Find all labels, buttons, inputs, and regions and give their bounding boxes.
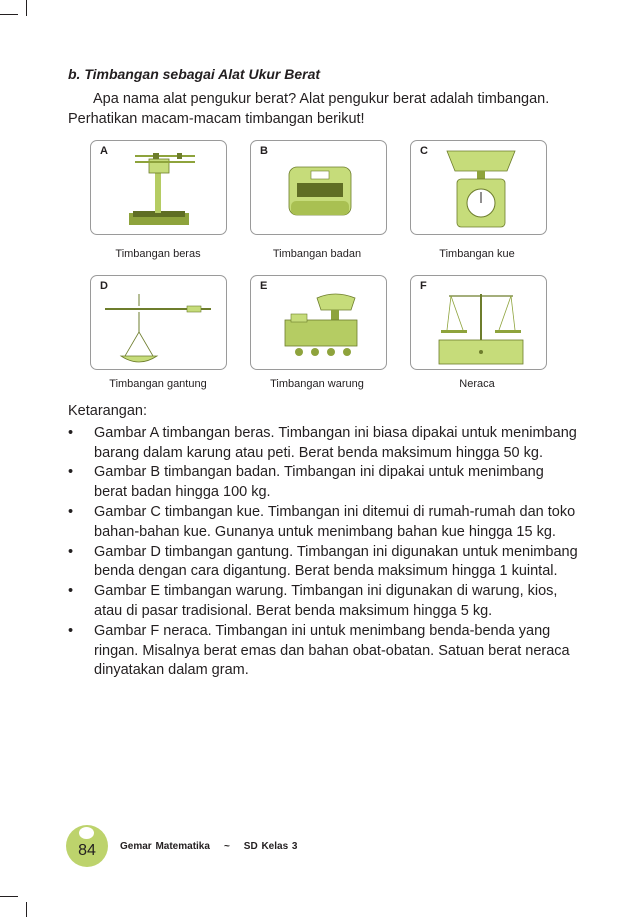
badge-highlight	[79, 827, 94, 839]
figure-letter: F	[420, 280, 427, 292]
bullet-icon: •	[68, 583, 74, 600]
figure-letter: A	[100, 145, 108, 157]
figure-letter: D	[100, 280, 108, 292]
list-item	[68, 424, 578, 464]
list-item-text: Gambar F neraca. Timbangan ini untuk menimbang benda-benda yang ringan. Misalnya berat emas dan bahan obat-obatan. Satuan berat neraca dinyatakan dalam gram.	[94, 622, 570, 679]
list-item	[68, 543, 578, 583]
notes-section	[68, 402, 578, 681]
figure-letter: B	[260, 145, 268, 157]
footer-separator: ~	[223, 841, 230, 852]
bullet-icon: •	[68, 543, 74, 560]
section-heading: b. Timbangan sebagai Alat Ukur Berat	[68, 66, 321, 82]
list-item-text: Gambar B timbangan badan. Timbangan ini dipakai untuk menimbang berat badan hingga 100 kg.	[94, 464, 544, 501]
list-item-text: Gambar D timbangan gantung. Timbangan ini digunakan untuk menimbang benda dengan cara digantung. Berat benda maksimum hingga 1 kuintal.	[94, 543, 578, 580]
figure-caption-b: Timbangan badan	[272, 248, 362, 260]
figure-letter: C	[420, 145, 428, 157]
crop-mark-top-left-v	[26, 0, 27, 16]
bullet-icon: •	[68, 622, 74, 639]
notes-title: Ketarangan:	[68, 403, 148, 419]
kitchen-scale-icon	[411, 141, 548, 236]
figure-caption-d: Timbangan gantung	[109, 378, 207, 390]
bullet-icon: •	[68, 424, 74, 441]
footer-text	[120, 841, 311, 852]
crop-mark-top-left-h	[0, 14, 18, 15]
figure-caption-f: Neraca	[459, 378, 495, 390]
list-item-text: Gambar E timbangan warung. Timbangan ini digunakan di warung, kios, atau di pasar tradisional. Berat benda maksimum hingga 5 kg.	[94, 583, 558, 619]
intro-paragraph	[68, 89, 588, 129]
list-item	[68, 463, 578, 503]
figure-caption-c: Timbangan kue	[439, 248, 515, 260]
figure-card-e	[250, 275, 387, 370]
figure-card-b	[250, 140, 387, 235]
balance-scale-icon	[411, 276, 548, 371]
hanging-scale-icon	[91, 276, 228, 371]
figure-card-c	[410, 140, 547, 235]
list-item-text: Gambar C timbangan kue. Timbangan ini ditemui di rumah-rumah dan toko bahan-bahan kue. Gunanya untuk menimbang bahan kue hingga 15 kg.	[94, 503, 576, 540]
crop-mark-bottom-left-v	[26, 902, 27, 917]
list-item	[68, 503, 578, 543]
grade-label: SD Kelas 3	[243, 841, 298, 852]
intro-line-2: Perhatikan macam-macam timbangan berikut!	[68, 111, 365, 127]
list-item-text: Gambar A timbangan beras. Timbangan ini biasa dipakai untuk menimbang barang dalam karung atau peti. Berat benda maksimum hingga 50 kg.	[94, 424, 577, 461]
page-number-badge	[66, 825, 108, 867]
figure-card-f	[410, 275, 547, 370]
list-item	[68, 582, 578, 622]
figure-card-a	[90, 140, 227, 235]
figure-caption-a: Timbangan beras	[115, 248, 201, 260]
book-title: Gemar Matematika	[120, 841, 210, 852]
shop-scale-icon	[251, 276, 388, 371]
list-item	[68, 622, 578, 681]
figure-caption-e: Timbangan warung	[270, 378, 364, 390]
platform-scale-icon	[91, 141, 228, 236]
page-number: 84	[78, 842, 96, 859]
bullet-icon: •	[68, 464, 74, 481]
figure-letter: E	[260, 280, 268, 292]
figure-card-d	[90, 275, 227, 370]
crop-mark-bottom-left-h	[0, 896, 18, 897]
bathroom-scale-icon	[251, 141, 388, 236]
intro-line-1: Apa nama alat pengukur berat? Alat pengukur berat adalah timbangan.	[93, 91, 550, 107]
bullet-icon: •	[68, 503, 74, 520]
